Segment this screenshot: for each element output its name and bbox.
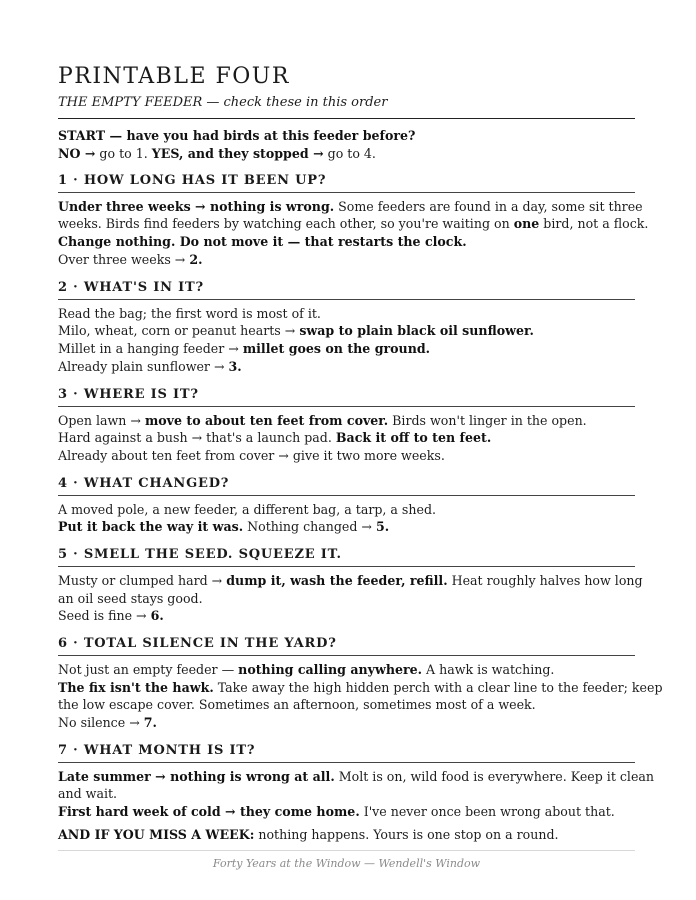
section-2-line-4: Already plain sunflower → 3.	[58, 359, 242, 374]
section-7-line-3: First hard week of cold → they come home. I've never once been wrong about that.	[58, 804, 615, 819]
section-1-rule	[58, 192, 635, 193]
section-4-rule	[58, 495, 635, 496]
section-5-line-2: an oil seed stays good.	[58, 591, 203, 606]
section-2-rule	[58, 299, 635, 300]
section-2-line-3: Millet in a hanging feeder → millet goes on the ground.	[58, 341, 431, 356]
section-6-line-3: the low escape cover. Sometimes an afternoon, sometimes most of a week.	[58, 697, 536, 712]
section-5-line-1: Musty or clumped hard → dump it, wash the feeder, refill. Heat roughly halves how long	[58, 573, 643, 588]
section-7-line-1: Late summer → nothing is wrong at all. Molt is on, wild food is everywhere. Keep it clean	[58, 769, 655, 784]
section-6-line-2: The fix isn't the hawk. Take away the high hidden perch with a clear line to the feeder; keep	[58, 680, 663, 695]
section-6-line-1: Not just an empty feeder — nothing calling anywhere. A hawk is watching.	[58, 662, 555, 677]
section-1-heading: 1 · HOW LONG HAS IT BEEN UP?	[58, 173, 327, 188]
section-4-line-2: Put it back the way it was. Nothing changed → 5.	[58, 519, 390, 534]
section-4-heading: 4 · WHAT CHANGED?	[58, 476, 230, 491]
section-6-rule	[58, 655, 635, 656]
page-subtitle: THE EMPTY FEEDER — check these in this order	[58, 95, 388, 110]
section-4-line-1: A moved pole, a new feeder, a different bag, a tarp, a shed.	[58, 502, 437, 517]
section-3-line-1: Open lawn → move to about ten feet from cover. Birds won't linger in the open.	[58, 413, 587, 428]
section-3-heading: 3 · WHERE IS IT?	[58, 387, 199, 402]
section-3-line-3: Already about ten feet from cover → give it two more weeks.	[58, 448, 445, 463]
section-5-heading: 5 · SMELL THE SEED. SQUEEZE IT.	[58, 547, 342, 562]
page-footer: Forty Years at the Window — Wendell's Window	[212, 857, 481, 870]
section-3-rule	[58, 406, 635, 407]
start-routing: NO → go to 1. YES, and they stopped → go to 4.	[58, 146, 376, 161]
section-1-line-3: Change nothing. Do not move it — that restarts the clock.	[58, 234, 467, 249]
section-7-line-2: and wait.	[58, 786, 118, 801]
section-1-line-4: Over three weeks → 2.	[58, 252, 203, 267]
page-title: PRINTABLE FOUR	[58, 64, 290, 89]
section-7-rule	[58, 762, 635, 763]
section-6-heading: 6 · TOTAL SILENCE IN THE YARD?	[58, 636, 337, 651]
section-1-line-1: Under three weeks → nothing is wrong. Some feeders are found in a day, some sit three	[58, 199, 643, 214]
section-5-line-3: Seed is fine → 6.	[58, 608, 164, 623]
section-6-line-4: No silence → 7.	[58, 715, 157, 730]
section-2-line-1: Read the bag; the first word is most of it.	[58, 306, 321, 321]
section-1-line-2: weeks. Birds find feeders by watching each other, so you're waiting on one bird, not a flock.	[58, 216, 649, 231]
section-2-line-2: Milo, wheat, corn or peanut hearts → swap to plain black oil sunflower.	[58, 323, 534, 338]
section-3-line-2: Hard against a bush → that's a launch pad. Back it off to ten feet.	[58, 430, 492, 445]
title-rule	[58, 118, 635, 119]
section-7-heading: 7 · WHAT MONTH IS IT?	[58, 743, 256, 758]
section-5-rule	[58, 566, 635, 567]
closing-line: AND IF YOU MISS A WEEK: nothing happens. Yours is one stop on a round.	[58, 827, 559, 842]
section-2-heading: 2 · WHAT'S IN IT?	[58, 280, 204, 295]
start-question: START — have you had birds at this feeder before?	[58, 128, 416, 143]
footer-rule	[58, 850, 635, 851]
